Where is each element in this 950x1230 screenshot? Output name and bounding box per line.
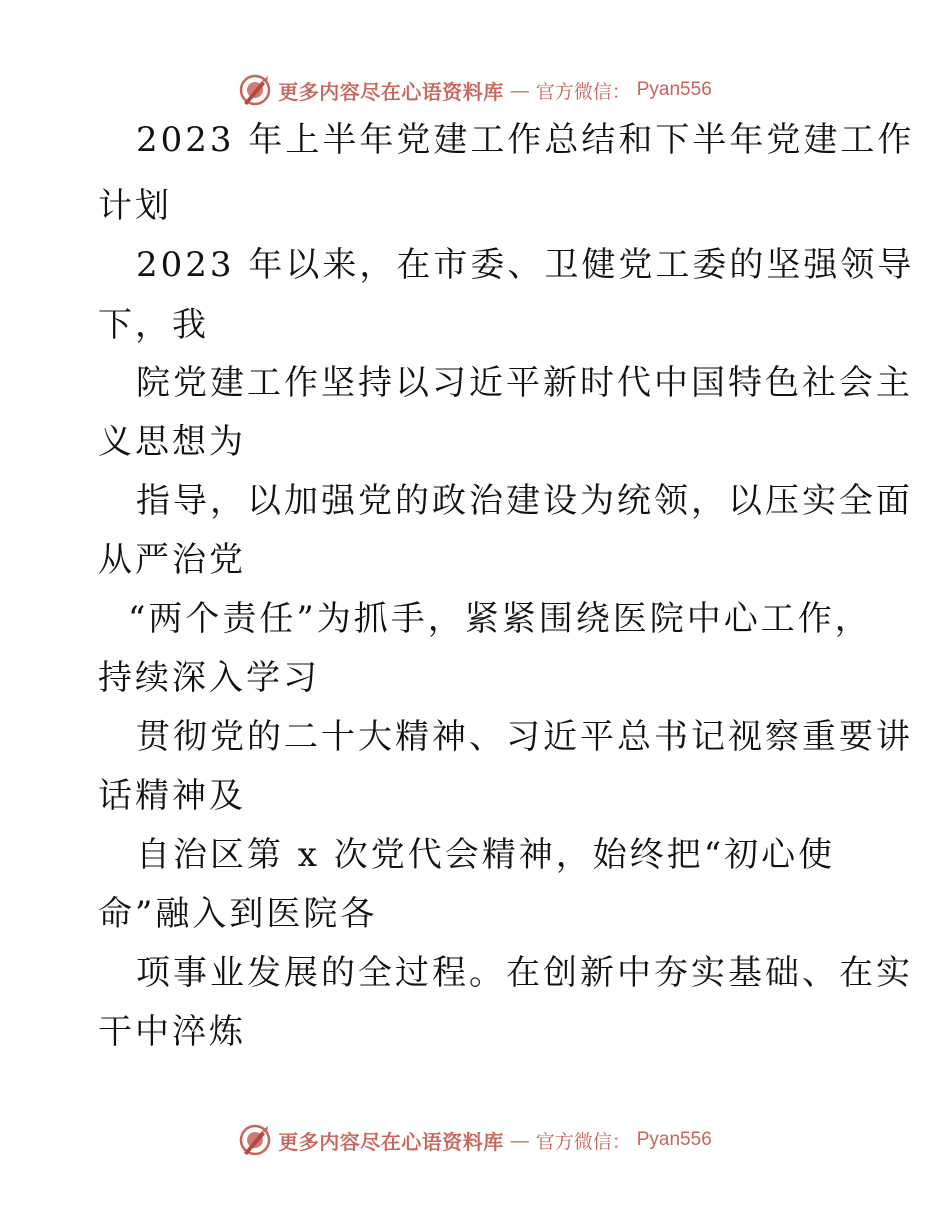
paragraph-line: 贯彻党的二十大精神、习近平总书记视察重要讲 [136, 717, 913, 757]
paragraph-line: 自治区第 x 次党代会精神，始终把“初心使 [136, 835, 836, 875]
paragraph-line: “两个责任”为抓手，紧紧围绕医院中心工作， [128, 599, 872, 639]
quill-logo-icon [238, 1123, 272, 1157]
quill-logo-icon [238, 73, 272, 107]
paragraph-line: 下，我 [98, 305, 209, 345]
footer-separator: — [509, 1128, 530, 1152]
paragraph-line: 从严治党 [98, 540, 246, 580]
footer-brand-text: 更多内容尽在心语资料库 [278, 1129, 504, 1154]
paragraph-line: 干中淬炼 [98, 1012, 246, 1052]
document-title-line-2: 计划 [98, 186, 172, 226]
paragraph-line: 命”融入到医院各 [98, 894, 378, 934]
paragraph-line: 指导，以加强党的政治建设为统领，以压实全面 [136, 481, 913, 521]
header-banner [0, 70, 950, 110]
header-wechat-account: Pyan556 [636, 79, 712, 100]
footer-wechat-account: Pyan556 [636, 1129, 712, 1150]
header-wechat-label: 官方微信： [535, 80, 631, 103]
header-brand-text: 更多内容尽在心语资料库 [278, 79, 504, 104]
paragraph-line: 项事业发展的全过程。在创新中夯实基础、在实 [136, 953, 913, 993]
paragraph-line: 2023 年以来，在市委、卫健党工委的坚强领导 [136, 245, 915, 285]
paragraph-line: 持续深入学习 [98, 658, 320, 698]
paragraph-line: 义思想为 [98, 422, 246, 462]
paragraph-line: 话精神及 [98, 776, 246, 816]
footer-banner [0, 1120, 950, 1160]
paragraph-line: 院党建工作坚持以习近平新时代中国特色社会主 [136, 363, 913, 403]
footer-wechat-label: 官方微信： [535, 1130, 631, 1153]
header-separator: — [509, 78, 530, 102]
document-title-line-1: 2023 年上半年党建工作总结和下半年党建工作 [136, 120, 915, 160]
